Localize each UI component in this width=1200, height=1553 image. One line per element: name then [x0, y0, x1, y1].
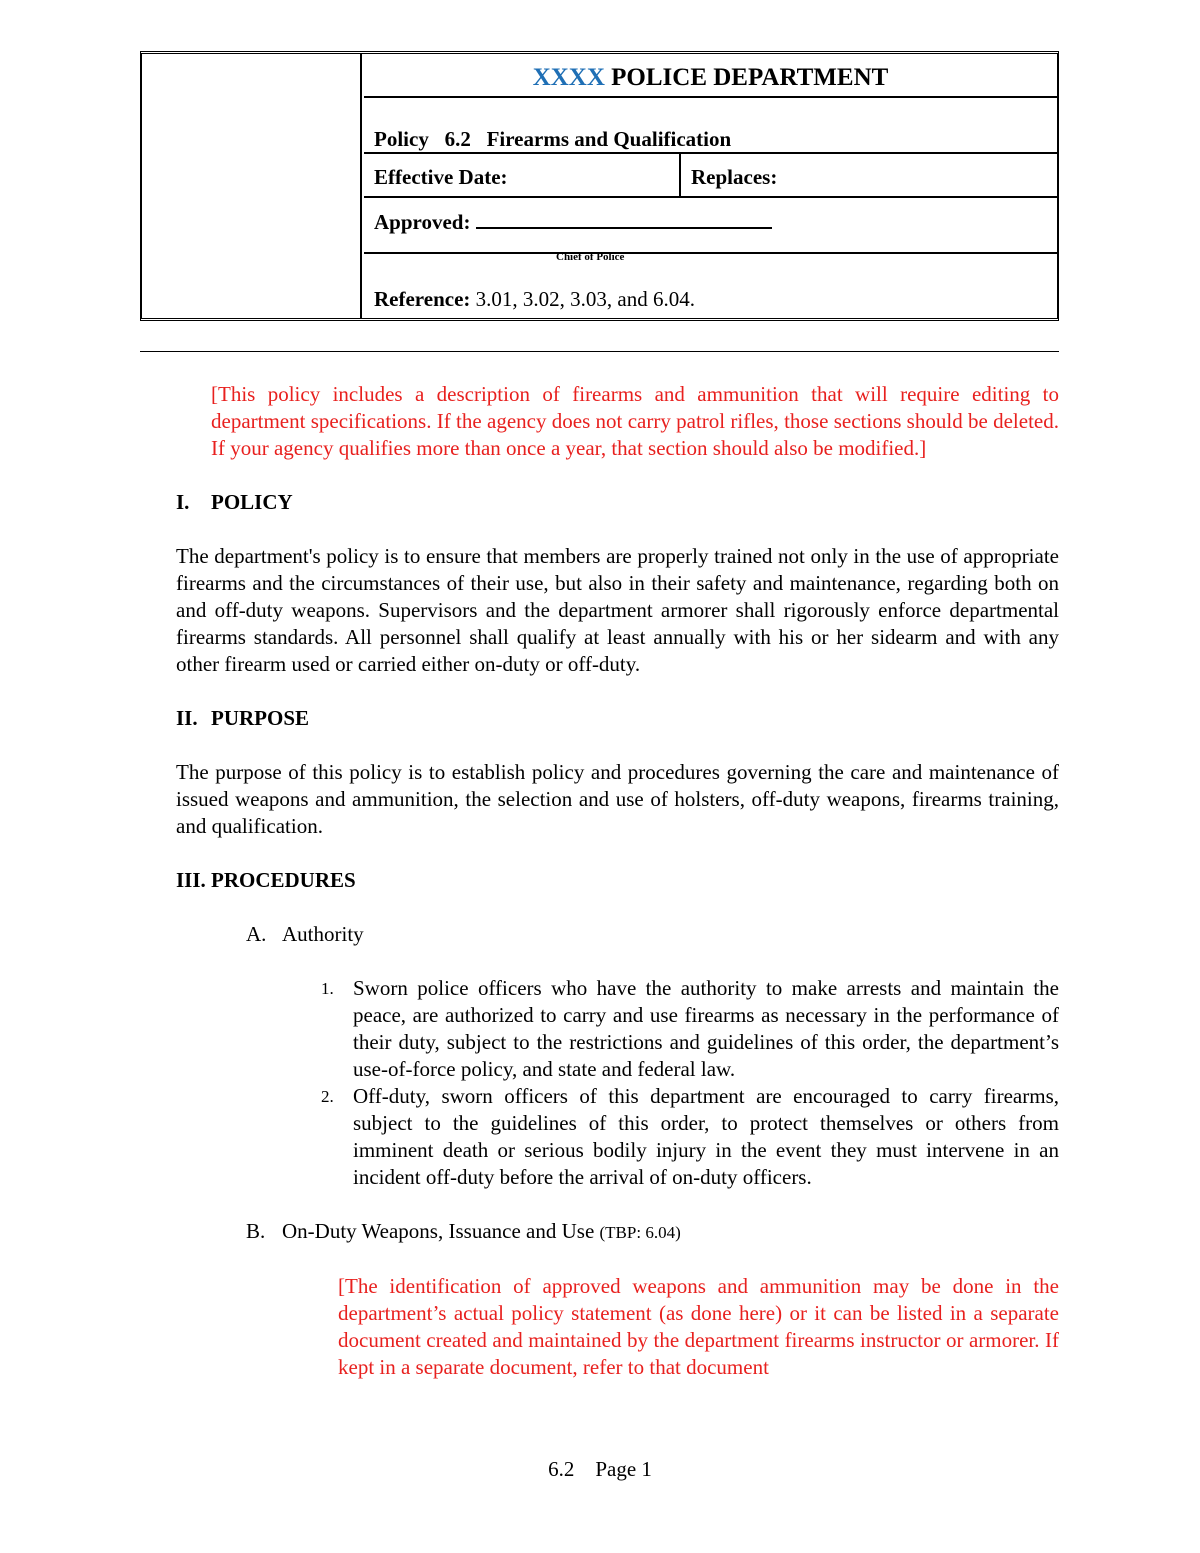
editor-note: [The identification of approved weapons and ammunition may be done in the department’s actual policy statement (as done here) or it can be listed in a separate document created and maintained by the department firearms instructor or armorer. If kept in a separate document, refer to that document: [338, 1274, 1059, 1379]
footer-section: 6.2: [548, 1457, 575, 1481]
header-divider: [140, 351, 1059, 352]
department-title: [364, 54, 1057, 98]
section-heading-purpose: [176, 705, 1059, 732]
purpose-paragraph: The purpose of this policy is to establish policy and procedures governing the care and maintenance of issued weapons and ammunition, the selection and use of holsters, off-duty weapons, firearms training, and qualification.: [176, 760, 1059, 838]
policy-header-table: [140, 51, 1059, 321]
effective-date-cell: [364, 154, 681, 196]
page-footer: [0, 1457, 1200, 1482]
section-heading-procedures: [176, 867, 1059, 894]
subsection-on-duty-weapons: [246, 1218, 1059, 1246]
policy-number: 6.2: [444, 127, 471, 151]
policy-label: Policy: [374, 127, 429, 151]
subsection-letter: A.: [246, 922, 267, 946]
policy-body: [176, 381, 1059, 1381]
section-heading-policy: [176, 489, 1059, 516]
section-title: POLICY: [211, 490, 293, 514]
list-text: Sworn police officers who have the authority to make arrests and maintain the peace, are authorized to carry and use firearms as necessary in the performance of their duty, subject to the restrictions and guidelines of this order, the department’s use-of-force policy, and state and federal law.: [353, 976, 1059, 1081]
list-number: 2.: [321, 1087, 334, 1106]
section-number: II.: [176, 706, 198, 730]
list-text: Off-duty, sworn officers of this department are encouraged to carry firearms, subject to the guidelines of this order, to protect themselves or others from imminent death or serious bodily injury in the event they must intervene in an incident off-duty before the arrival of on-duty officers.: [353, 1084, 1059, 1189]
list-item: [321, 1083, 1059, 1191]
policy-paragraph: The department's policy is to ensure that members are properly trained not only in the use of appropriate firearms and the circumstances of their use, but also in their safety and maintenance, regarding both on and off-duty weapons. Supervisors and the department armorer shall rigorously enforce departmental firearms standards. All personnel shall qualify at least annually with his or her sidearm and with any other firearm used or carried either on-duty or off-duty.: [176, 544, 1059, 676]
reference-value: 3.01, 3.02, 3.03, and 6.04.: [475, 287, 695, 311]
subsection-title: Authority: [282, 922, 364, 946]
replaces-cell: [681, 154, 1057, 196]
subsection-authority: [246, 921, 1059, 948]
department-prefix: XXXX: [532, 64, 605, 91]
approver-title: Chief of Police: [556, 251, 625, 263]
section-number: III.: [176, 868, 206, 892]
reference-label: Reference:: [374, 287, 471, 311]
subsection-letter: B.: [246, 1219, 266, 1243]
editor-note: [This policy includes a description of firearms and ammunition that will require editing to department specifications. If the agency does not carry patrol rifles, those sections should be deleted. If your agency qualifies more than once a year, that section should also be modified.]: [211, 382, 1059, 460]
signature-line: [476, 207, 772, 229]
section-title: PROCEDURES: [211, 868, 356, 892]
section-title: PURPOSE: [211, 706, 310, 730]
policy-title: Firearms and Qualification: [486, 127, 732, 151]
list-item: [321, 975, 1059, 1083]
policy-info: [364, 54, 1057, 318]
replaces-label: Replaces:: [691, 165, 778, 189]
policy-title-row: [364, 98, 1057, 154]
department-name: POLICE DEPARTMENT: [611, 64, 889, 91]
section-number: I.: [176, 490, 190, 514]
page-number: Page 1: [595, 1457, 652, 1481]
approved-label: Approved:: [374, 210, 471, 234]
reference-row: [364, 254, 1057, 320]
authority-list: [176, 975, 1059, 1191]
list-number: 1.: [321, 979, 334, 998]
logo-cell: [142, 54, 362, 318]
dates-row: [364, 154, 1057, 198]
approved-row: [364, 198, 1057, 263]
effective-date-label: Effective Date:: [374, 165, 508, 189]
subsection-title: On-Duty Weapons, Issuance and Use: [282, 1219, 595, 1243]
subsection-reference: (TBP: 6.04): [599, 1223, 681, 1242]
